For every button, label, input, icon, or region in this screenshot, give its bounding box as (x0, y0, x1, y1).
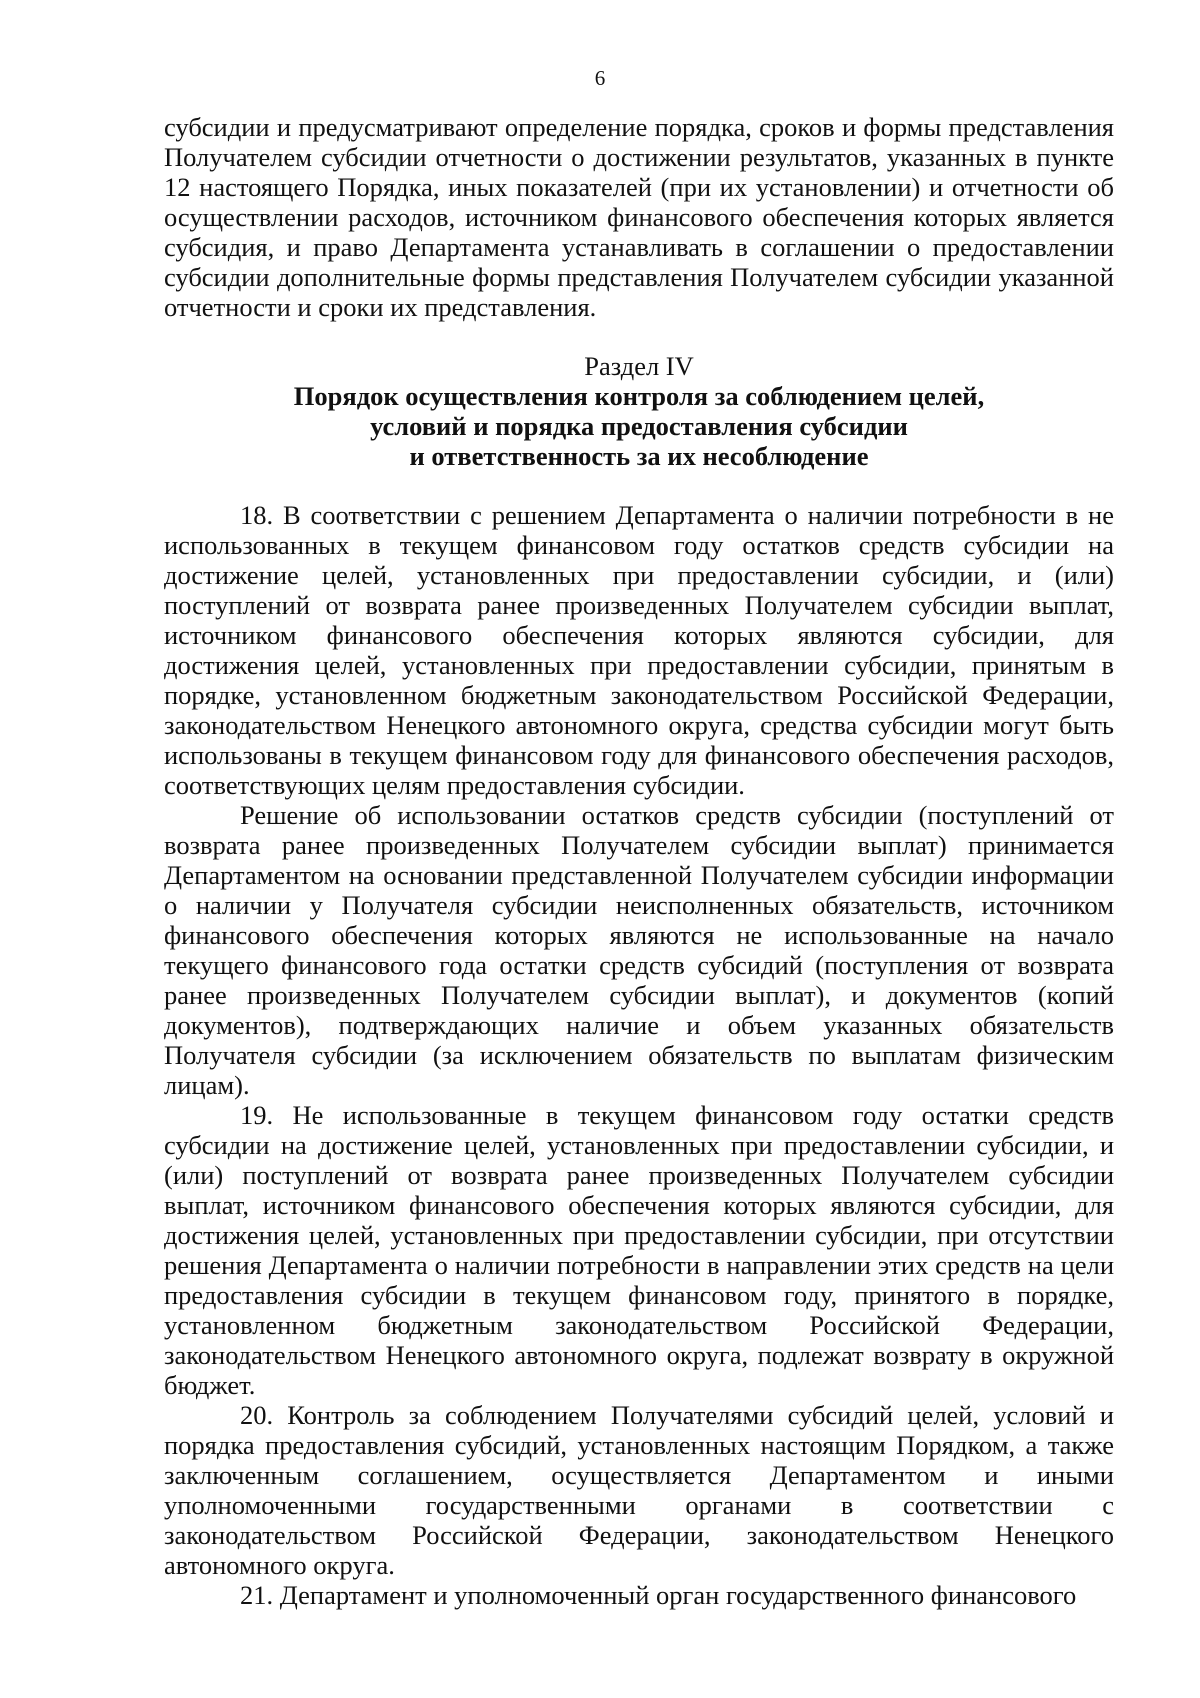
page-content (164, 112, 1114, 1610)
paragraph-18-decision: Решение об использовании остатков средств субсидии (поступлений от возврата ранее произведенных Получателем субсидии выплат) принимается Департаментом на основании представленной Получателем субсидии информации о наличии у Получателя субсидии неисполненных обязательств, источником финансового обеспечения которых являются не использованные на начало текущего финансового года остатки средств субсидий (поступления от возврата ранее произведенных Получателем субсидии выплат), и документов (копий документов), подтверждающих наличие и объем указанных обязательств Получателя субсидии (за исключением обязательств по выплатам физическим лицам). (164, 800, 1114, 1100)
section-title (164, 381, 1114, 471)
paragraph-19: 19. Не использованные в текущем финансовом году остатки средств субсидии на достижение целей, установленных при предоставлении субсидии, и (или) поступлений от возврата ранее произведенных Получателем субсидии выплат, источником финансового обеспечения которых являются субсидии, для достижения целей, установленных при предоставлении субсидии, при отсутствии решения Департамента о наличии потребности в направлении этих средств на цели предоставления субсидии в текущем финансовом году, принятого в порядке, установленном бюджетным законодательством Российской Федерации, законодательством Ненецкого автономного округа, подлежат возврату в окружной бюджет. (164, 1100, 1114, 1400)
section-label: Раздел IV (584, 351, 694, 381)
paragraph-20: 20. Контроль за соблюдением Получателями субсидий целей, условий и порядка предоставления субсидий, установленных настоящим Порядком, а также заключенным соглашением, осуществляется Департаментом и иными уполномоченными государственными органами в соответствии с законодательством Российской Федерации, законодательством Ненецкого автономного округа. (164, 1400, 1114, 1580)
section-title-line: и ответственность за их несоблюдение (409, 441, 869, 471)
paragraph-18: 18. В соответствии с решением Департамента о наличии потребности в не использованных в текущем финансовом году остатков средств субсидии на достижение целей, установленных при предоставлении субсидии, и (или) поступлений от возврата ранее произведенных Получателем субсидии выплат, источником финансового обеспечения которых являются субсидии, для достижения целей, установленных при предоставлении субсидии, принятым в порядке, установленном бюджетным законодательством Российской Федерации, законодательством Ненецкого автономного округа, средства субсидии могут быть использованы в текущем финансовом году для финансового обеспечения расходов, соответствующих целям предоставления субсидии. (164, 500, 1114, 800)
section-title-line: условий и порядка предоставления субсидии (370, 411, 908, 441)
page-number: 6 (594, 66, 606, 90)
section-title-line: Порядок осуществления контроля за соблюдением целей, (293, 381, 985, 411)
intro-paragraph: субсидии и предусматривают определение порядка, сроков и формы представления Получателем субсидии отчетности о достижении результатов, указанных в пункте 12 настоящего Порядка, иных показателей (при их установлении) и отчетности об осуществлении расходов, источником финансового обеспечения которых является субсидия, и право Департамента устанавливать в соглашении о предоставлении субсидии дополнительные формы представления Получателем субсидии указанной отчетности и сроки их представления. (164, 112, 1114, 322)
paragraph-21: 21. Департамент и уполномоченный орган государственного финансового (240, 1580, 1077, 1610)
section-heading (164, 351, 1114, 471)
